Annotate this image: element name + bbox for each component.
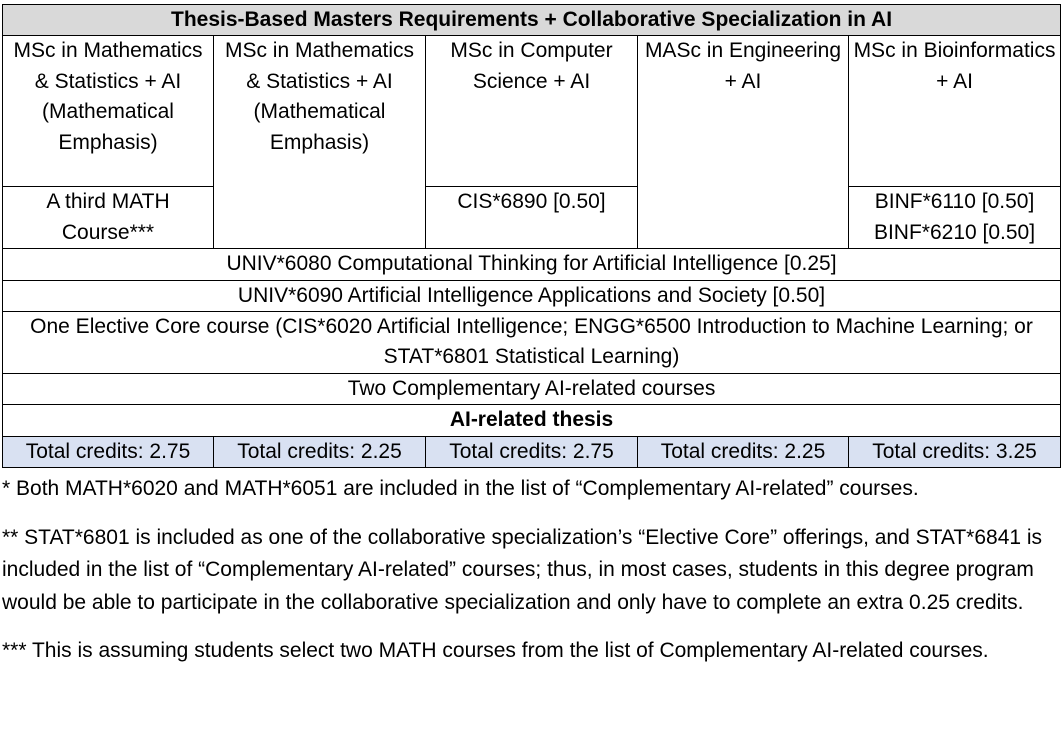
totals-row — [3, 436, 1061, 467]
program-engineering-ai: MASc in Engineering + AI — [638, 36, 849, 249]
total-credits-cs: Total credits: 2.75 — [426, 436, 638, 467]
program-math-stats-ai-2: MSc in Mathematics & Statistics + AI (Mathematical Emphasis) — [214, 36, 426, 249]
row-univ-6090: UNIV*6090 Artificial Intelligence Applications and Society [0.50] — [3, 280, 1061, 311]
course-cis-6890: CIS*6890 [0.50] — [426, 187, 638, 249]
table-title-row — [3, 5, 1061, 36]
program-bioinformatics-ai: MSc in Bioinformatics + AI — [849, 36, 1061, 187]
shared-row-univ-6090 — [3, 280, 1061, 311]
shared-row-elective-core — [3, 312, 1061, 374]
shared-row-complementary — [3, 373, 1061, 404]
footnotes — [2, 473, 1064, 684]
shared-row-thesis — [3, 405, 1061, 436]
footnote-1: * Both MATH*6020 and MATH*6051 are included in the list of “Complementary AI-related” courses. — [2, 477, 919, 500]
table-title: Thesis-Based Masters Requirements + Collaborative Specialization in AI — [3, 5, 1061, 36]
course-third-math: A third MATH Course*** — [3, 187, 214, 249]
course-binf: BINF*6110 [0.50] BINF*6210 [0.50] — [849, 187, 1061, 249]
program-course-row — [3, 187, 1061, 249]
program-header-row — [3, 36, 1061, 187]
row-univ-6080: UNIV*6080 Computational Thinking for Artificial Intelligence [0.25] — [3, 249, 1061, 280]
total-credits-math-1: Total credits: 2.75 — [3, 436, 214, 467]
shared-row-univ-6080 — [3, 249, 1061, 280]
row-complementary: Two Complementary AI-related courses — [3, 373, 1061, 404]
requirements-table — [2, 4, 1061, 468]
footnote-2: ** STAT*6801 is included as one of the collaborative specialization’s “Elective Core” offerings, and STAT*6841 is included in the list of “Complementary AI-related” courses; thus, in most cases, students in this degree program would be able to participate in the collaborative specialization and only have to complete an extra 0.25 credits. — [2, 525, 1043, 614]
program-computer-science-ai: MSc in Computer Science + AI — [426, 36, 638, 187]
row-elective-core: One Elective Core course (CIS*6020 Artificial Intelligence; ENGG*6500 Introduction to Machine Learning; or STAT*6801 Statistical Learning) — [3, 312, 1061, 374]
row-thesis: AI-related thesis — [3, 405, 1061, 436]
total-credits-math-2: Total credits: 2.25 — [214, 436, 426, 467]
total-credits-bioinformatics: Total credits: 3.25 — [849, 436, 1061, 467]
total-credits-engineering: Total credits: 2.25 — [638, 436, 849, 467]
program-math-stats-ai-1: MSc in Mathematics & Statistics + AI (Mathematical Emphasis) — [3, 36, 214, 187]
footnote-3: *** This is assuming students select two MATH courses from the list of Complementary AI-related courses. — [2, 639, 989, 662]
